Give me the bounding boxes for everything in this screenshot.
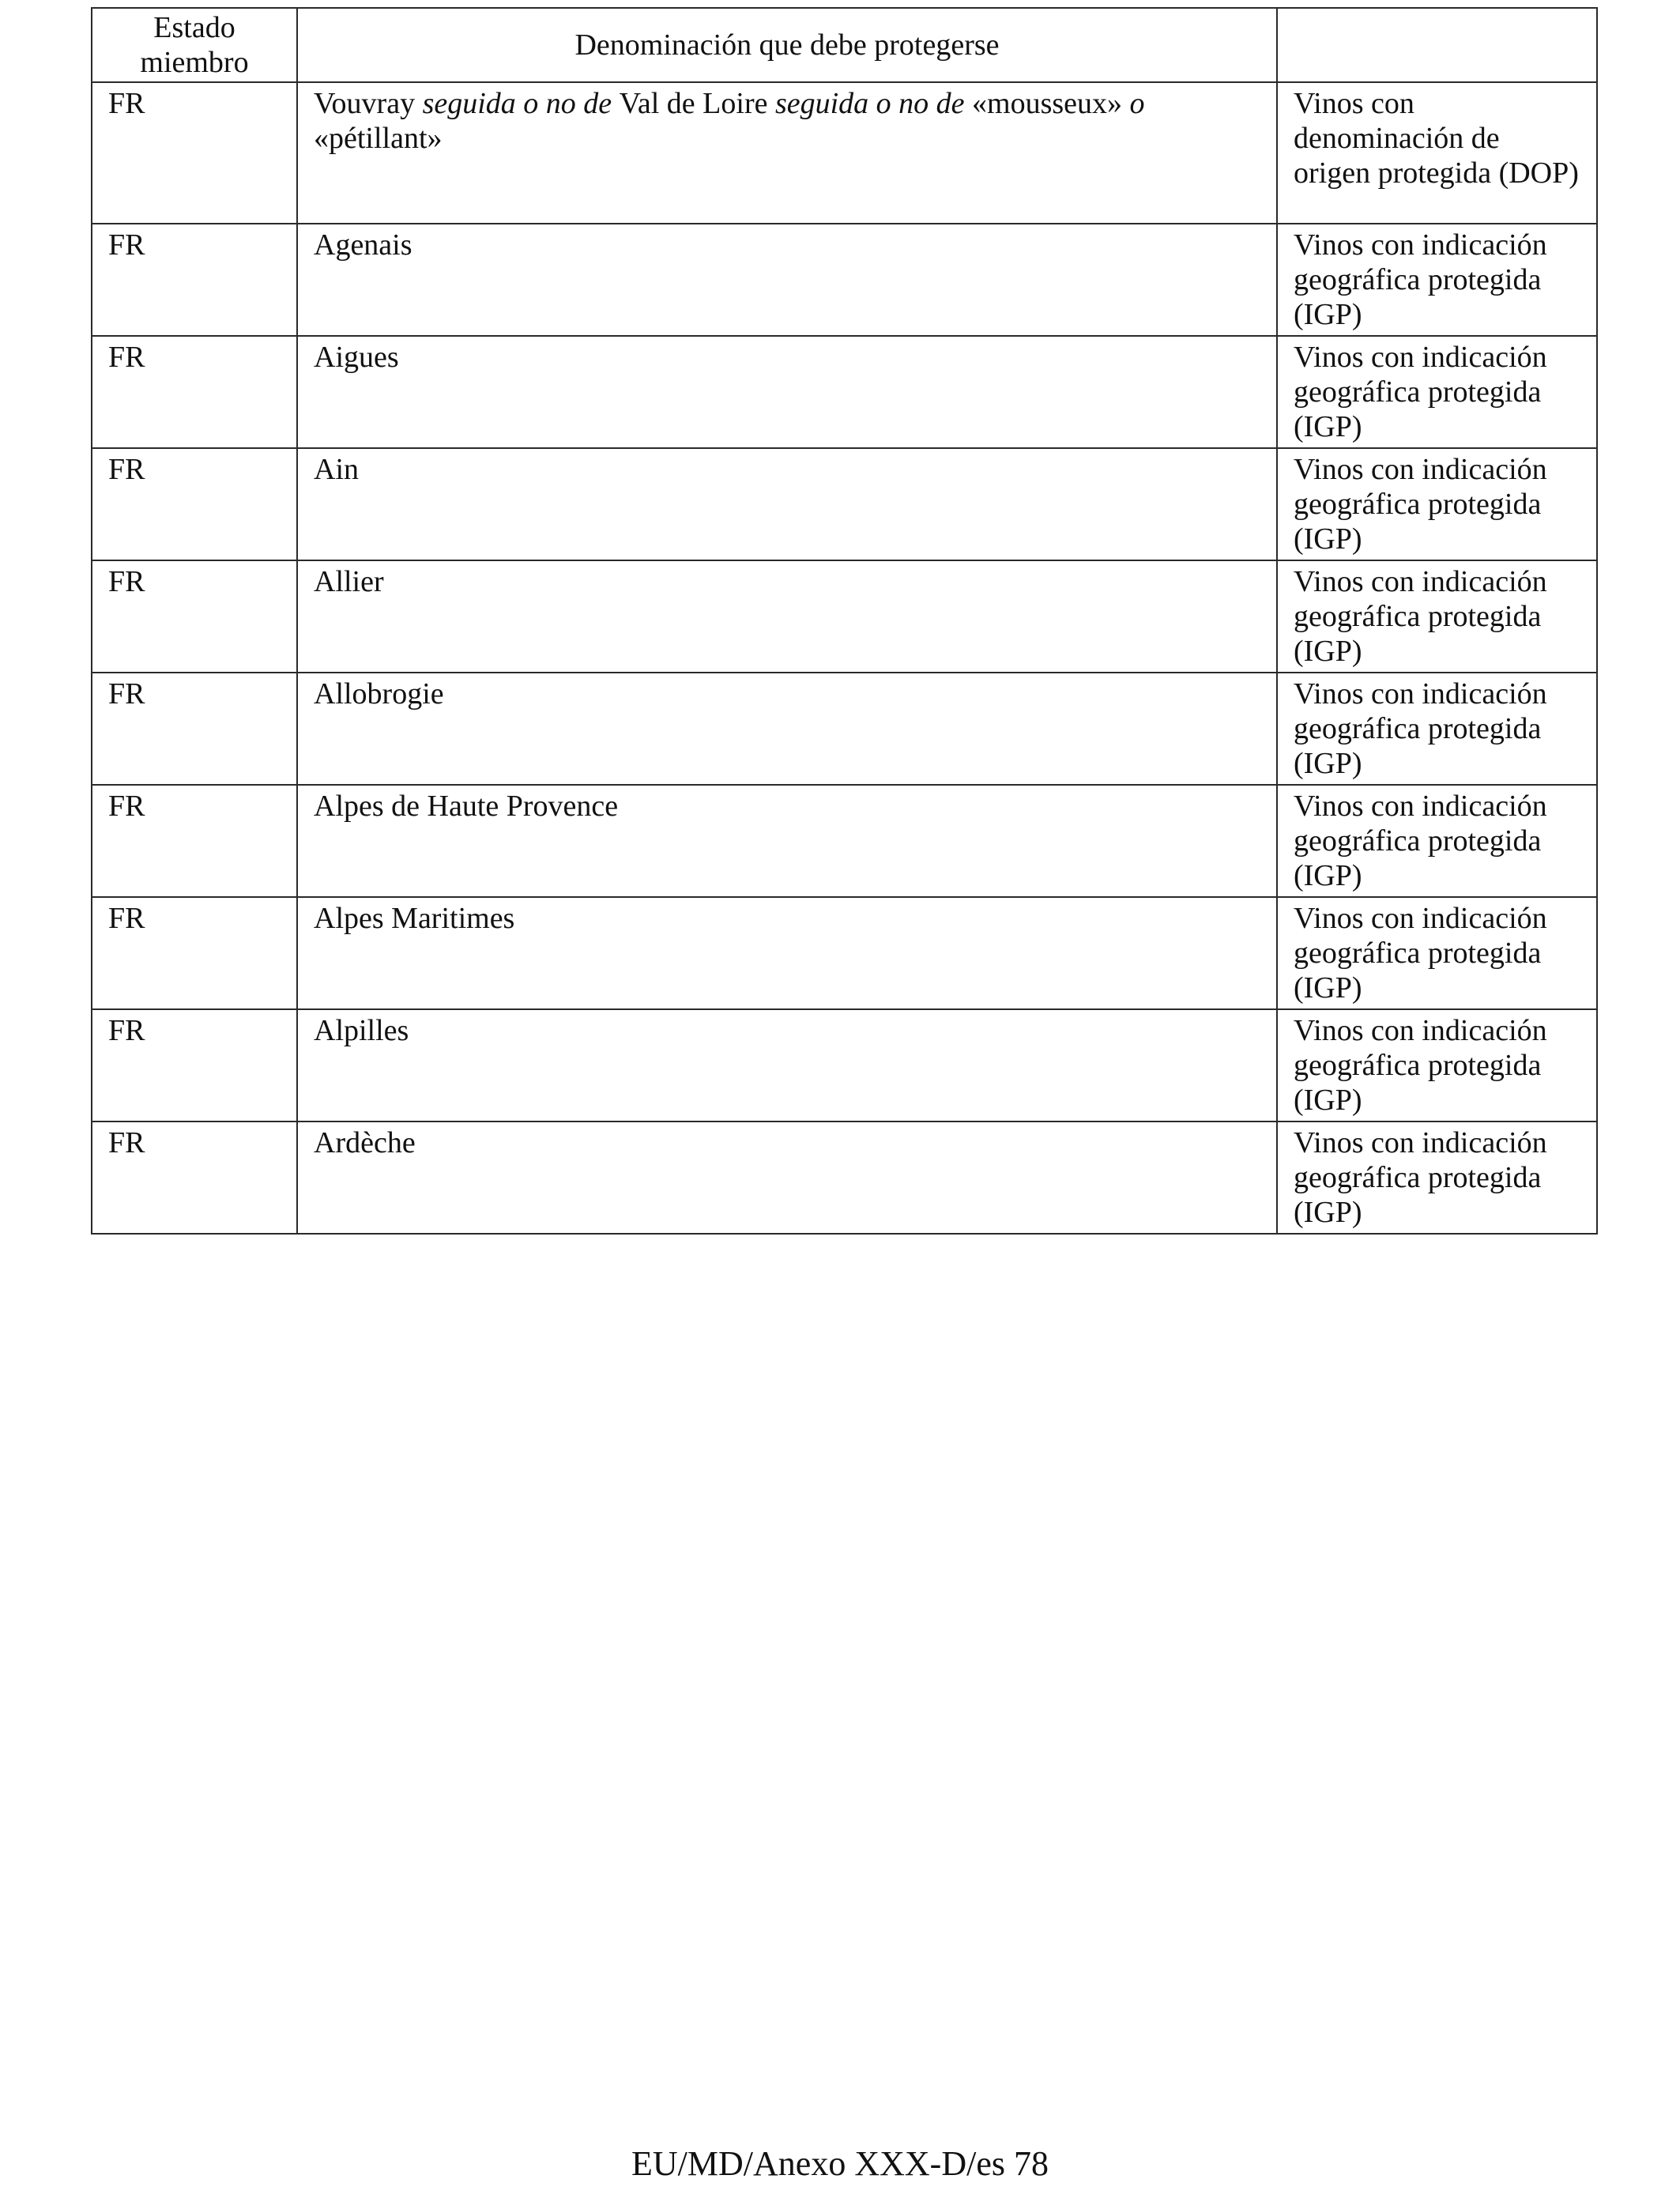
denomination-part: seguida o no de (422, 87, 620, 120)
cell-category: Vinos con indicación geográfica protegida (IGP) (1277, 560, 1597, 673)
cell-denomination: Ain (297, 448, 1277, 560)
denominations-table (91, 7, 1598, 1235)
table-row (92, 448, 1597, 560)
cell-denomination: Alpes de Haute Provence (297, 785, 1277, 897)
table-row (92, 336, 1597, 448)
denomination-part: seguida o no de (774, 87, 973, 120)
table-row (92, 1009, 1597, 1122)
cell-denomination: Allobrogie (297, 673, 1277, 785)
cell-member-state: FR (92, 1009, 297, 1122)
cell-category: Vinos con indicación geográfica protegida (IGP) (1277, 1009, 1597, 1122)
cell-denomination: Alpilles (297, 1009, 1277, 1122)
cell-member-state: FR (92, 336, 297, 448)
cell-denomination: Allier (297, 560, 1277, 673)
cell-denomination: Ardèche (297, 1122, 1277, 1234)
cell-category: Vinos con indicación geográfica protegida (IGP) (1277, 224, 1597, 336)
table-row (92, 560, 1597, 673)
cell-denomination: Aigues (297, 336, 1277, 448)
cell-member-state: FR (92, 785, 297, 897)
denomination-part: o (1129, 87, 1145, 120)
denomination-part: Val de Loire (619, 87, 775, 120)
table-row (92, 224, 1597, 336)
cell-category: Vinos con indicación geográfica protegida (IGP) (1277, 1122, 1597, 1234)
denomination-part: «mousseux» (972, 87, 1130, 120)
cell-denomination: Alpes Maritimes (297, 897, 1277, 1009)
table-header-row (92, 8, 1597, 82)
page-footer-reference: EU/MD/Anexo XXX-D/es 78 (631, 2144, 1049, 2183)
cell-category: Vinos con denominación de origen protegida (DOP) (1277, 82, 1597, 224)
table-row (92, 1122, 1597, 1234)
header-member-state: Estado miembro (92, 8, 297, 82)
cell-category: Vinos con indicación geográfica protegida (IGP) (1277, 673, 1597, 785)
cell-category: Vinos con indicación geográfica protegida (IGP) (1277, 448, 1597, 560)
cell-member-state: FR (92, 1122, 297, 1234)
cell-member-state: FR (92, 224, 297, 336)
cell-member-state: FR (92, 673, 297, 785)
table-row (92, 897, 1597, 1009)
cell-category: Vinos con indicación geográfica protegida (IGP) (1277, 897, 1597, 1009)
cell-category: Vinos con indicación geográfica protegida (IGP) (1277, 785, 1597, 897)
cell-category: Vinos con indicación geográfica protegida (IGP) (1277, 336, 1597, 448)
table-row (92, 673, 1597, 785)
table-body (92, 82, 1597, 1234)
cell-denomination: Agenais (297, 224, 1277, 336)
header-denomination: Denominación que debe protegerse (297, 8, 1277, 82)
cell-member-state: FR (92, 82, 297, 224)
denomination-part: Vouvray (314, 87, 423, 120)
cell-denomination (297, 82, 1277, 224)
table-row (92, 785, 1597, 897)
header-category (1277, 8, 1597, 82)
table-row (92, 82, 1597, 224)
denomination-part: «pétillant» (314, 122, 443, 155)
cell-member-state: FR (92, 448, 297, 560)
cell-member-state: FR (92, 560, 297, 673)
cell-member-state: FR (92, 897, 297, 1009)
